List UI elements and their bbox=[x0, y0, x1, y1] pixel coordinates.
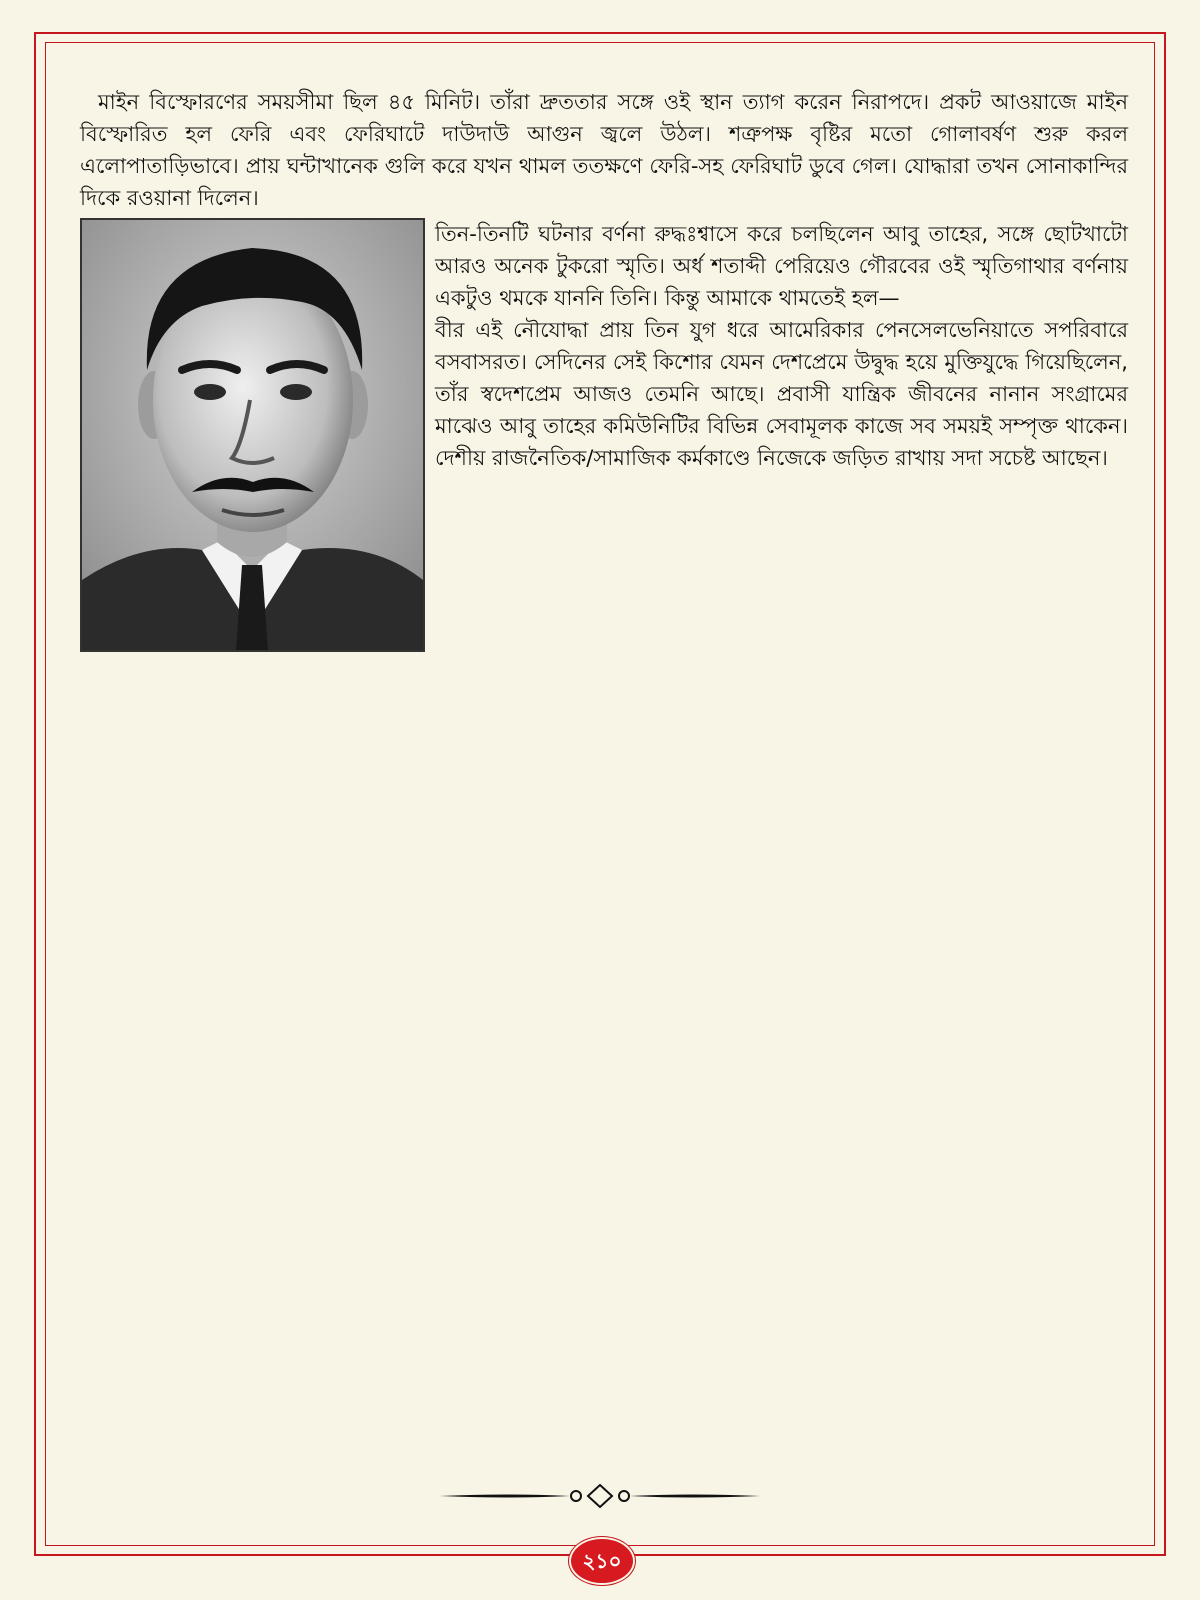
page-number-badge: ২১০ bbox=[569, 1537, 635, 1585]
paragraph-side-1: তিন-তিনটি ঘটনার বর্ণনা রুদ্ধঃশ্বাসে করে চলছিলেন আবু তাহের, সঙ্গে ছোটখাটো আরও অনেক টুকরো স্মৃতি। অর্ধ শতাব্দী পেরিয়েও গৌরবের ওই স্মৃতিগাথার বর্ণনায় একটুও থমকে যাননি তিনি। কিন্তু আমাকে থামতেই হল— bbox=[435, 222, 1128, 310]
paragraph-top: মাইন বিস্ফোরণের সময়সীমা ছিল ৪৫ মিনিট। তাঁরা দ্রুততার সঙ্গে ওই স্থান ত্যাগ করেন নিরাপদে। প্রকট আওয়াজে মাইন বিস্ফোরিত হল ফেরি এবং ফেরিঘাটে দাউদাউ আগুন জ্বলে উঠল। শত্রুপক্ষ বৃষ্টির মতো গোলাবর্ষণ শুরু করল এলোপাতাড়িভাবে। প্রায় ঘন্টাখানেক গুলি করে যখন থামল ততক্ষণে ফেরি-সহ ফেরিঘাট ডুবে গেল। যোদ্ধারা তখন সোনাকান্দির দিকে রওয়ানা দিলেন। bbox=[80, 90, 1128, 210]
paragraph-side-2: বীর এই নৌযোদ্ধা প্রায় তিন যুগ ধরে আমেরিকার পেনসেলভেনিয়াতে সপরিবারে বসবাসরত। সেদিনের সেই কিশোর যেমন দেশপ্রেমে উদ্বুদ্ধ হয়ে মুক্তিযুদ্ধে গিয়েছিলেন, তাঁর স্বদেশপ্রেম আজও তেমনি আছে। প্রবাসী যান্ত্রিক জীবনের নানান সংগ্রামের মাঝেও আবু তাহের কমিউনিটির বিভিন্ন সেবামূলক কাজে সব সময়ই সম্পৃক্ত থাকেন। দেশীয় রাজনৈতিক/সামাজিক কর্মকাণ্ডে নিজেকে জড়িত রাখায় সদা সচেষ্ট আছেন। bbox=[435, 318, 1128, 470]
footer-ornament bbox=[440, 1484, 760, 1508]
side-text bbox=[435, 218, 1128, 652]
photo-text-row bbox=[80, 218, 1128, 652]
portrait-illustration bbox=[82, 220, 423, 650]
article-body bbox=[80, 86, 1128, 652]
portrait-photo bbox=[80, 218, 425, 652]
